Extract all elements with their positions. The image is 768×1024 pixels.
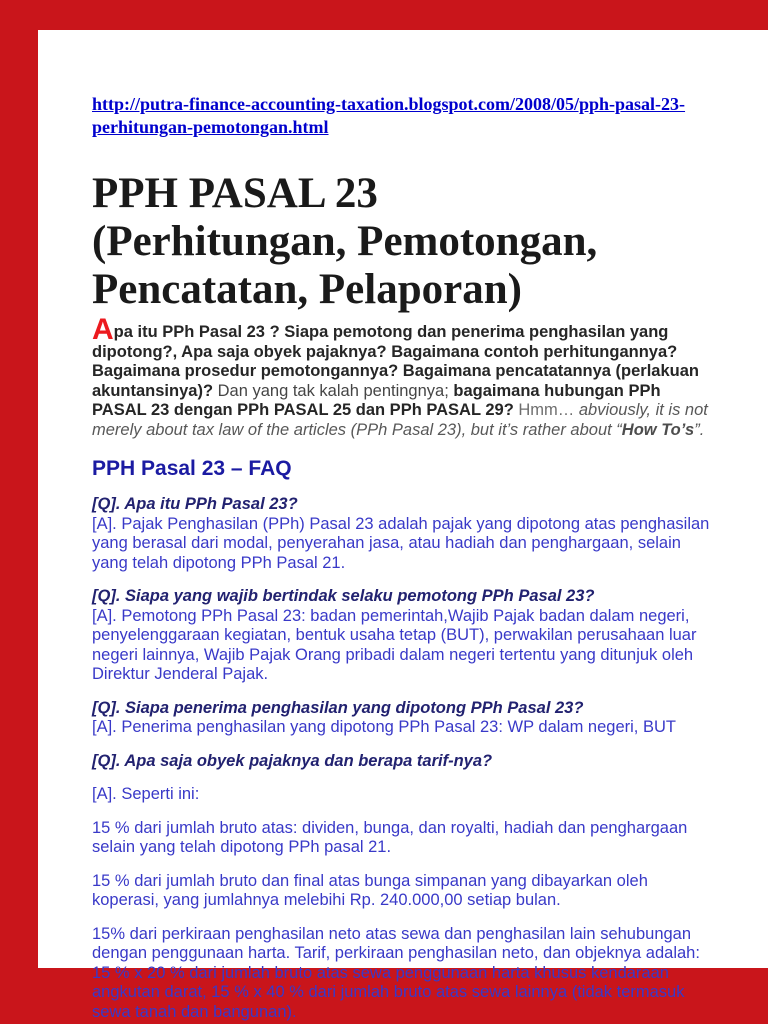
intro-paragraph <box>92 313 716 440</box>
faq-question: [Q]. Apa itu PPh Pasal 23? <box>92 495 298 513</box>
intro-segment-regular: Dan yang tak kalah pentingnya; <box>217 381 454 400</box>
intro-segment-bold-2: bagaimana hubungan PPh PASAL 23 dengan PPh PASAL 25 dan PPh PASAL 29? <box>92 381 661 419</box>
faq-answer: [A]. Pemotong PPh Pasal 23: badan pemerintah,Wajib Pajak badan dalam negeri, penyelenggaraan kegiatan, bentuk usaha tetap (BUT), perwakilan perusahaan luar negeri lainnya, Wajib Pajak Orang pribadi dalam negeri tertentu yang ditunjuk oleh Direktur Jenderal Pajak. <box>92 606 697 683</box>
faq-heading: PPH Pasal 23 – FAQ <box>92 457 292 480</box>
faq-answer-tariff-2: 15 % dari jumlah bruto dan final atas bunga simpanan yang dibayarkan oleh koperasi, yang jumlahnya melebihi Rp. 240.000,00 setiap bulan. <box>92 871 648 909</box>
faq-question: [Q]. Siapa yang wajib bertindak selaku pemotong PPh Pasal 23? <box>92 587 595 605</box>
intro-segment-how-tos: How To’s <box>621 420 695 439</box>
intro-segment-bold-1: pa itu PPh Pasal 23 ? Siapa pemotong dan penerima penghasilan yang dipotong?, Apa saja obyek pajaknya? Bagaimana contoh perhitungannya? Bagaimana prosedur pemotongannya? Bagaimana pencatatannya (perlakuan akuntansinya)? <box>92 323 699 400</box>
dropcap-letter: A <box>92 313 114 346</box>
source-url-line1[interactable]: http://putra-finance-accounting-taxation.blogspot.com/2008/05/pph-pasal-23- <box>92 94 686 114</box>
document-title <box>92 170 716 314</box>
faq-answer-tariff-1: 15 % dari jumlah bruto atas: dividen, bunga, dan royalti, hadiah dan penghargaan selain yang telah dipotong PPh pasal 21. <box>92 818 688 856</box>
document-title-line2: (Perhitungan, Pemotongan, <box>92 218 598 265</box>
faq-item-3 <box>92 699 716 738</box>
intro-segment-hmm: Hmm… <box>518 401 579 419</box>
faq-answer-tariff-3: 15% dari perkiraan penghasilan neto atas sewa dan penghasilan lain sehubungan dengan penggunaan harta. Tarif, perkiraan penghasilan neto, dan objeknya adalah: 15 % x 20 % dari jumlah bruto atas sewa penggunaan harta khusus kendaraan angkutan darat, 15 % x 40 % dari jumlah bruto atas sewa lainnya (tidak termasuk sewa tanah dan bangunan). <box>92 924 700 1021</box>
faq-item-2 <box>92 587 716 685</box>
source-url-line2[interactable]: perhitungan-pemotongan.html <box>92 117 329 137</box>
faq-answer-intro: [A]. Seperti ini: <box>92 785 200 803</box>
faq-answer: [A]. Penerima penghasilan yang dipotong PPh Pasal 23: WP dalam negeri, BUT <box>92 718 676 736</box>
source-url-link[interactable] <box>92 93 714 139</box>
document-page <box>38 30 768 1021</box>
faq-question: [Q]. Apa saja obyek pajaknya dan berapa tarif-nya? <box>92 751 493 770</box>
faq-item-1 <box>92 495 716 573</box>
faq-answer: [A]. Pajak Penghasilan (PPh) Pasal 23 adalah pajak yang dipotong atas penghasilan yang berasal dari modal, penyerahan jasa, atau hadiah dan penghargaan, selain yang telah dipotong PPh Pasal 21. <box>92 514 710 572</box>
document-title-line1: PPH PASAL 23 <box>92 170 378 217</box>
document-title-line3: Pencatatan, Pelaporan) <box>92 266 522 313</box>
intro-segment-italic-2: ”. <box>694 420 705 439</box>
faq-question: [Q]. Siapa penerima penghasilan yang dipotong PPh Pasal 23? <box>92 698 584 717</box>
intro-segment-italic-1: abviously, it is not merely about tax law of the articles (PPh Pasal 23), but it’s rather about “ <box>92 401 708 439</box>
faq-item-4 <box>92 752 716 1023</box>
